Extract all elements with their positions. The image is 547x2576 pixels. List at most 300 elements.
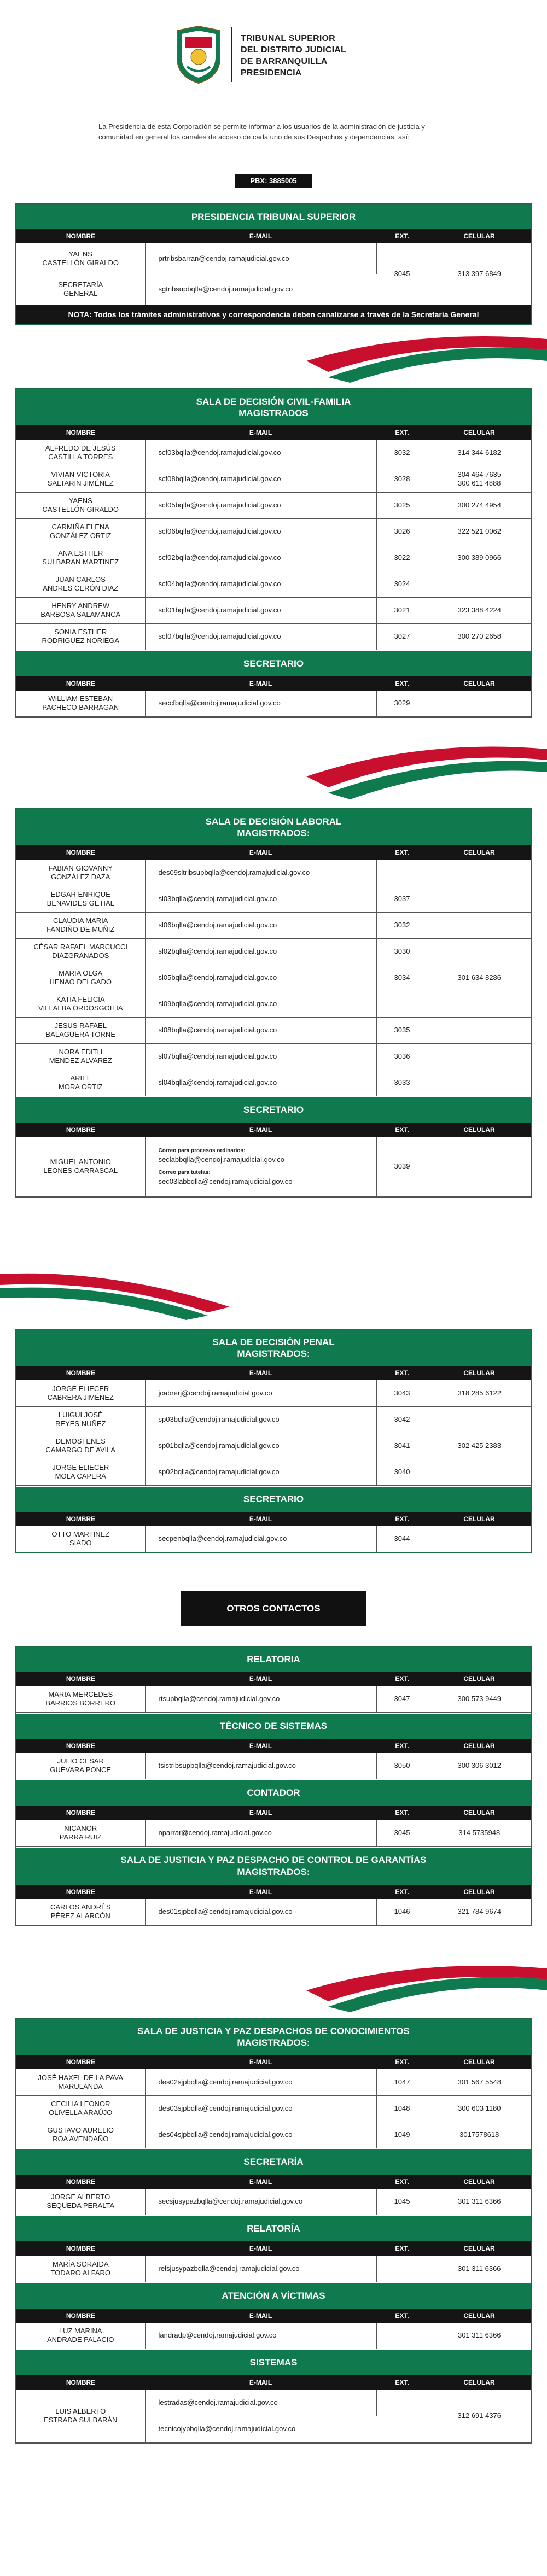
col-email: E-MAIL (145, 1512, 376, 1526)
contact-cel: 300 573 9449 (428, 1686, 531, 1712)
table-header-row (16, 845, 531, 860)
contacts-table (16, 1806, 531, 1847)
table-header-row (16, 2375, 531, 2390)
table-row (16, 860, 531, 886)
contact-email[interactable]: prtribsbarran@cendoj.ramajudicial.gov.co (145, 243, 376, 274)
contact-ext: 3024 (376, 571, 428, 597)
contact-name: LUIGUI JOSÉ REYES NUÑEZ (16, 1406, 145, 1433)
contact-name: ALFREDO DE JESÚS CASTILLA TORRES (16, 440, 145, 466)
contact-name: JORGE ELIECER MOLA CAPERA (16, 1459, 145, 1485)
contact-name: LUZ MARINA ANDRADE PALACIO (16, 2323, 145, 2349)
col-ext: EXT. (376, 1366, 428, 1380)
intro-text: La Presidencia de esta Corporación se permite informar a los usuarios de la administración de justicia y comunidad en general los canales de acceso de cada uno de sus Despachos y dependencias, así: (98, 122, 425, 141)
section-title: PRESIDENCIA TRIBUNAL SUPERIOR (16, 205, 531, 229)
contact-email[interactable]: scf06bqlla@cendoj.ramajudicial.gov.co (145, 518, 376, 545)
col-name: NOMBRE (16, 1739, 145, 1753)
contact-name: CARMIÑA ELENA GONZÁLEZ ORTIZ (16, 518, 145, 545)
contact-ext: 1046 (376, 1899, 428, 1925)
contact-name: NORA EDITH MENDEZ ALVAREZ (16, 1043, 145, 1070)
contact-cel (428, 886, 531, 912)
contact-cel: 300 274 4954 (428, 492, 531, 518)
contact-email[interactable]: tsistribsupbqlla@cendoj.ramajudicial.gov.co (145, 1753, 376, 1779)
contact-name: VIVIAN VICTORIA SALTARIN JIMÉNEZ (16, 466, 145, 492)
subsection-title: SECRETARÍA (16, 2148, 531, 2175)
contact-email[interactable]: scf01bqlla@cendoj.ramajudicial.gov.co (145, 597, 376, 623)
contact-email[interactable]: secpenbqlla@cendoj.ramajudicial.gov.co (145, 1526, 376, 1552)
subsection-title: SISTEMAS (16, 2349, 531, 2375)
contact-name: JORGE ALBERTO SEQUEDA PERALTA (16, 2189, 145, 2215)
contact-ext: 3034 (376, 965, 428, 991)
col-cel: CELULAR (428, 676, 531, 691)
contact-cel: 313 397 6849 (428, 243, 531, 305)
subsection-title: TÉCNICO DE SISTEMAS (16, 1713, 531, 1739)
contact-email[interactable]: scf08bqlla@cendoj.ramajudicial.gov.co (145, 466, 376, 492)
col-ext: EXT. (376, 2055, 428, 2069)
contacts-table (16, 1739, 531, 1780)
table-row (16, 1070, 531, 1096)
table-row (16, 965, 531, 991)
contact-ext: 3035 (376, 1017, 428, 1043)
contact-ext: 3029 (376, 691, 428, 717)
contact-cel (428, 1526, 531, 1552)
contact-email[interactable]: landradp@cendoj.ramajudicial.gov.co (145, 2323, 376, 2349)
section-justicia-paz (15, 2018, 532, 2444)
contact-name: EDGAR ENRIQUE BENAVIDES GETIAL (16, 886, 145, 912)
contact-email[interactable]: lestradas@cendoj.ramajudicial.gov.co (145, 2390, 376, 2416)
section-title: SALA DE DECISIÓN PENAL MAGISTRADOS: (16, 1330, 531, 1366)
contacts-table (16, 1885, 531, 1926)
contact-name: MARÍA SORAIDA TODARO ALFARO (16, 2256, 145, 2282)
table-row (16, 440, 531, 466)
contact-cel: 3017578618 (428, 2122, 531, 2148)
contact-cel (428, 1043, 531, 1070)
contact-email[interactable]: sl02bqlla@cendoj.ramajudicial.gov.co (145, 938, 376, 965)
subsection-title: ATENCIÓN A VÍCTIMAS (16, 2282, 531, 2309)
table-row (16, 1686, 531, 1712)
contact-name: OTTO MARTINEZ SIADO (16, 1526, 145, 1552)
contact-cel (428, 912, 531, 938)
contact-name: CECILIA LEONOR OLIVELLA ARAÚJO (16, 2095, 145, 2122)
contact-email[interactable]: seclabbqlla@cendoj.ramajudicial.gov.co (158, 1155, 284, 1164)
table-header-row (16, 2175, 531, 2189)
contact-cel: 300 306 3012 (428, 1753, 531, 1779)
contacts-table (16, 1123, 531, 1198)
table-row (16, 2122, 531, 2148)
col-ext: EXT. (376, 676, 428, 691)
contacts-table (16, 1366, 531, 1486)
contact-ext: 3042 (376, 1406, 428, 1433)
contact-ext (376, 991, 428, 1017)
contact-name: CÉSAR RAFAEL MARCUCCI DIAZGRANADOS (16, 938, 145, 965)
contact-ext: 3039 (376, 1137, 428, 1197)
col-name: NOMBRE (16, 2375, 145, 2390)
table-header-row (16, 1672, 531, 1686)
col-email: E-MAIL (145, 2309, 376, 2323)
contact-email[interactable]: sp03bqlla@cendoj.ramajudicial.gov.co (145, 1406, 376, 1433)
contact-cel (428, 1070, 531, 1096)
col-email: E-MAIL (145, 845, 376, 860)
email-label: Correo para procesos ordinarios: (158, 1148, 246, 1154)
col-name: NOMBRE (16, 1123, 145, 1137)
contact-ext: 3045 (376, 1820, 428, 1846)
contact-cel: 314 5735948 (428, 1820, 531, 1846)
section-otros (15, 1646, 532, 1926)
table-row (16, 1137, 531, 1197)
contact-name: MARIA MERCEDES BARRIOS BORRERO (16, 1686, 145, 1712)
contact-cel: 302 425 2383 (428, 1433, 531, 1459)
col-ext: EXT. (376, 2309, 428, 2323)
contact-email[interactable]: tecnicojypbqlla@cendoj.ramajudicial.gov.co (145, 2416, 376, 2442)
col-email: E-MAIL (145, 1806, 376, 1820)
col-name: NOMBRE (16, 1366, 145, 1380)
contact-name: JULIO CESAR GUEVARA PONCE (16, 1753, 145, 1779)
table-row (16, 1406, 531, 1433)
table-header-row (16, 1885, 531, 1899)
table-row (16, 623, 531, 650)
table-row (16, 1820, 531, 1846)
contact-cel: 304 464 7635 300 611 4888 (428, 466, 531, 492)
contact-ext: 3032 (376, 440, 428, 466)
contact-name: SONIA ESTHER RODRIGUEZ NORIEGA (16, 623, 145, 650)
col-ext: EXT. (376, 1885, 428, 1899)
col-email: E-MAIL (145, 1739, 376, 1753)
contact-name: DEMOSTENES CAMARGO DE AVILA (16, 1433, 145, 1459)
header-separator (231, 27, 232, 82)
contact-email[interactable]: sec03labbqlla@cendoj.ramajudicial.gov.co (158, 1177, 293, 1186)
col-email: E-MAIL (145, 676, 376, 691)
contact-name: JUAN CARLOS ANDRES CERÓN DIAZ (16, 571, 145, 597)
col-cel: CELULAR (428, 1123, 531, 1137)
contact-ext: 3030 (376, 938, 428, 965)
contact-cel (428, 1459, 531, 1485)
contact-name: WILLIAM ESTEBAN PACHECO BARRAGAN (16, 691, 145, 717)
contact-ext: 1048 (376, 2095, 428, 2122)
col-cel: CELULAR (428, 2375, 531, 2390)
contact-email[interactable]: jcabrerj@cendoj.ramajudicial.gov.co (145, 1380, 376, 1406)
contact-name: GUSTAVO AURELIO ROA AVENDAÑO (16, 2122, 145, 2148)
contact-email[interactable]: sl04bqlla@cendoj.ramajudicial.gov.co (145, 1070, 376, 1096)
contact-email[interactable]: relsjusypazbqlla@cendoj.ramajudicial.gov.co (145, 2256, 376, 2282)
contact-name: FABIAN GIOVANNY GONZÁLEZ DAZA (16, 860, 145, 886)
col-name: NOMBRE (16, 425, 145, 440)
contact-email[interactable]: nparrar@cendoj.ramajudicial.gov.co (145, 1820, 376, 1846)
contact-cel (428, 1017, 531, 1043)
contact-cel: 301 311 6366 (428, 2256, 531, 2282)
table-row (16, 1753, 531, 1779)
decorative-swoosh-icon (0, 328, 547, 388)
contact-email[interactable]: sl06bqlla@cendoj.ramajudicial.gov.co (145, 912, 376, 938)
contacts-table (16, 229, 531, 305)
section-title: RELATORIA (16, 1647, 531, 1672)
table-row (16, 2390, 531, 2416)
col-email: E-MAIL (145, 2055, 376, 2069)
contacts-table (16, 425, 531, 650)
col-cel: CELULAR (428, 845, 531, 860)
section-title: SALA DE DECISIÓN CIVIL-FAMILIA MAGISTRADOS (16, 389, 531, 425)
contact-ext: 3025 (376, 492, 428, 518)
contact-cel: 322 521 0062 (428, 518, 531, 545)
col-cel: CELULAR (428, 1885, 531, 1899)
contacts-table (16, 845, 531, 1096)
contact-email[interactable]: sp01bqlla@cendoj.ramajudicial.gov.co (145, 1433, 376, 1459)
contact-cel (428, 860, 531, 886)
contact-name: HENRY ANDREW BARBOSA SALAMANCA (16, 597, 145, 623)
section-civil-familia (15, 388, 532, 718)
col-ext: EXT. (376, 2241, 428, 2256)
table-header-row (16, 1512, 531, 1526)
contact-cel: 301 634 8286 (428, 965, 531, 991)
contacts-table (16, 2055, 531, 2148)
contact-email[interactable]: scf03bqlla@cendoj.ramajudicial.gov.co (145, 440, 376, 466)
contact-ext (376, 2323, 428, 2349)
table-header-row (16, 229, 531, 243)
col-email: E-MAIL (145, 229, 376, 243)
table-row (16, 912, 531, 938)
contact-cel: 323 388 4224 (428, 597, 531, 623)
col-ext: EXT. (376, 1672, 428, 1686)
contact-email[interactable]: des04sjpbqlla@cendoj.ramajudicial.gov.co (145, 2122, 376, 2148)
contact-name: ARIEL MORA ORTIZ (16, 1070, 145, 1096)
table-row (16, 2069, 531, 2095)
contact-ext (376, 860, 428, 886)
col-ext: EXT. (376, 845, 428, 860)
contact-ext: 3028 (376, 466, 428, 492)
contact-name: MIGUEL ANTONIO LEONES CARRASCAL (16, 1137, 145, 1197)
col-name: NOMBRE (16, 2241, 145, 2256)
header-title (241, 33, 346, 79)
contact-ext: 3026 (376, 518, 428, 545)
contact-cel (428, 571, 531, 597)
contact-cel: 301 311 6366 (428, 2189, 531, 2215)
col-ext: EXT. (376, 2175, 428, 2189)
table-row (16, 1459, 531, 1485)
table-header-row (16, 1739, 531, 1753)
contact-name: NICANOR PARRA RUIZ (16, 1820, 145, 1846)
contact-email[interactable]: sl07bqlla@cendoj.ramajudicial.gov.co (145, 1043, 376, 1070)
section-laboral (15, 808, 532, 1198)
section-title: SALA DE DECISIÓN LABORAL MAGISTRADOS: (16, 809, 531, 845)
page-header (0, 0, 547, 87)
contact-ext: 1047 (376, 2069, 428, 2095)
col-ext: EXT. (376, 229, 428, 243)
table-row (16, 886, 531, 912)
col-name: NOMBRE (16, 676, 145, 691)
table-row (16, 2189, 531, 2215)
contact-cel: 321 784 9674 (428, 1899, 531, 1925)
contact-email[interactable]: secsjusypazbqlla@cendoj.ramajudicial.gov.co (145, 2189, 376, 2215)
col-name: NOMBRE (16, 1806, 145, 1820)
contact-email[interactable]: scf04bqlla@cendoj.ramajudicial.gov.co (145, 571, 376, 597)
contact-ext: 1049 (376, 2122, 428, 2148)
contact-name: JORGE ELIECER CABRERA JIMÉNEZ (16, 1380, 145, 1406)
contacts-table (16, 2241, 531, 2282)
section-penal (15, 1329, 532, 1553)
table-row (16, 1043, 531, 1070)
contacts-table (16, 1512, 531, 1553)
contact-ext: 3045 (376, 243, 428, 305)
header-title-line: DEL DISTRITO JUDICIAL (241, 45, 346, 55)
col-cel: CELULAR (428, 425, 531, 440)
contact-cel (428, 1406, 531, 1433)
contact-ext: 3036 (376, 1043, 428, 1070)
table-header-row (16, 1806, 531, 1820)
section-presidencia (15, 203, 532, 325)
col-name: NOMBRE (16, 2175, 145, 2189)
contact-name: MARIA OLGA HENAO DELGADO (16, 965, 145, 991)
col-name: NOMBRE (16, 1885, 145, 1899)
table-header-row (16, 1123, 531, 1137)
contact-cel: 301 311 6366 (428, 2323, 531, 2349)
contact-ext: 3027 (376, 623, 428, 650)
table-header-row (16, 2241, 531, 2256)
col-cel: CELULAR (428, 1512, 531, 1526)
contact-ext: 3033 (376, 1070, 428, 1096)
table-header-row (16, 425, 531, 440)
contact-email[interactable]: scf02bqlla@cendoj.ramajudicial.gov.co (145, 545, 376, 571)
header-title-line: DE BARRANQUILLA (241, 57, 328, 66)
contact-ext: 3050 (376, 1753, 428, 1779)
contact-ext: 1045 (376, 2189, 428, 2215)
contact-cel: 301 567 5548 (428, 2069, 531, 2095)
table-header-row (16, 2055, 531, 2069)
table-row (16, 597, 531, 623)
col-cel: CELULAR (428, 2175, 531, 2189)
contact-cel: 312 691 4376 (428, 2390, 531, 2442)
table-row (16, 938, 531, 965)
contact-email[interactable]: sgtribsupbqlla@cendoj.ramajudicial.gov.co (145, 274, 376, 305)
col-ext: EXT. (376, 1739, 428, 1753)
header-title-line: PRESIDENCIA (241, 68, 302, 78)
table-row (16, 2323, 531, 2349)
table-row (16, 518, 531, 545)
col-name: NOMBRE (16, 2055, 145, 2069)
col-email: E-MAIL (145, 2241, 376, 2256)
contact-name: YAENS CASTELLÓN GIRALDO (16, 243, 145, 274)
contacts-table (16, 676, 531, 717)
col-email: E-MAIL (145, 1123, 376, 1137)
contact-email[interactable]: sl03bqlla@cendoj.ramajudicial.gov.co (145, 886, 376, 912)
table-row (16, 571, 531, 597)
col-email: E-MAIL (145, 2375, 376, 2390)
col-name: NOMBRE (16, 229, 145, 243)
contact-email[interactable]: rtsupbqlla@cendoj.ramajudicial.gov.co (145, 1686, 376, 1712)
contact-name: ANA ESTHER SULBARAN MARTINEZ (16, 545, 145, 571)
contact-email[interactable]: des02sjpbqlla@cendoj.ramajudicial.gov.co (145, 2069, 376, 2095)
table-row (16, 466, 531, 492)
col-ext: EXT. (376, 2375, 428, 2390)
col-name: NOMBRE (16, 1512, 145, 1526)
section-title: SALA DE JUSTICIA Y PAZ DESPACHOS DE CONOCIMIENTOS MAGISTRADOS: (16, 2019, 531, 2055)
decorative-swoosh-icon (0, 738, 547, 804)
subsection-title: SECRETARIO (16, 1486, 531, 1512)
contacts-table (16, 2375, 531, 2443)
contact-cel (428, 938, 531, 965)
contact-ext: 3047 (376, 1686, 428, 1712)
contact-email[interactable]: des03sjpbqlla@cendoj.ramajudicial.gov.co (145, 2095, 376, 2122)
table-row (16, 2256, 531, 2282)
contact-ext: 3044 (376, 1526, 428, 1552)
contact-email[interactable]: des01sjpbqlla@cendoj.ramajudicial.gov.co (145, 1899, 376, 1925)
col-name: NOMBRE (16, 1672, 145, 1686)
subsection-title: SECRETARIO (16, 650, 531, 676)
table-header-row (16, 1366, 531, 1380)
contact-ext (376, 2390, 428, 2442)
table-row (16, 691, 531, 717)
contact-name: CARLOS ANDRÉS PÉREZ ALARCÓN (16, 1899, 145, 1925)
tribunal-seal-icon (174, 24, 223, 85)
contact-name: JOSÉ HAXEL DE LA PAVA MARULANDA (16, 2069, 145, 2095)
contact-cel: 300 270 2658 (428, 623, 531, 650)
col-email: E-MAIL (145, 425, 376, 440)
contacts-table (16, 2309, 531, 2350)
contact-email[interactable]: sl05bqlla@cendoj.ramajudicial.gov.co (145, 965, 376, 991)
table-row (16, 492, 531, 518)
table-row (16, 243, 531, 274)
table-row (16, 1380, 531, 1406)
table-row (16, 991, 531, 1017)
contact-email[interactable]: des09sltribsupbqlla@cendoj.ramajudicial.gov.co (145, 860, 376, 886)
contact-email[interactable]: scf07bqlla@cendoj.ramajudicial.gov.co (145, 623, 376, 650)
contact-name: JESUS RAFAEL BALAGUERA TORNE (16, 1017, 145, 1043)
col-ext: EXT. (376, 1806, 428, 1820)
col-cel: CELULAR (428, 1739, 531, 1753)
contact-email-group (145, 1137, 376, 1197)
col-email: E-MAIL (145, 1366, 376, 1380)
contact-name: YAENS CASTELLÓN GIRALDO (16, 492, 145, 518)
contact-email[interactable]: scf05bqlla@cendoj.ramajudicial.gov.co (145, 492, 376, 518)
table-row (16, 545, 531, 571)
contact-ext: 3037 (376, 886, 428, 912)
contact-name: SECRETARÍA GENERAL (16, 274, 145, 305)
contact-email[interactable]: sp02bqlla@cendoj.ramajudicial.gov.co (145, 1459, 376, 1485)
table-row (16, 2095, 531, 2122)
table-row (16, 1899, 531, 1925)
col-cel: CELULAR (428, 2309, 531, 2323)
table-header-row (16, 2309, 531, 2323)
contacts-table (16, 1672, 531, 1713)
col-ext: EXT. (376, 425, 428, 440)
contact-cel (428, 691, 531, 717)
contact-cel: 300 389 0966 (428, 545, 531, 571)
col-email: E-MAIL (145, 1672, 376, 1686)
table-row (16, 1017, 531, 1043)
contact-ext: 3043 (376, 1380, 428, 1406)
contact-email[interactable]: seccfbqlla@cendoj.ramajudicial.gov.co (145, 691, 376, 717)
contact-ext: 3040 (376, 1459, 428, 1485)
col-ext: EXT. (376, 1512, 428, 1526)
col-cel: CELULAR (428, 1806, 531, 1820)
contact-ext: 3021 (376, 597, 428, 623)
contact-name: LUIS ALBERTO ESTRADA SULBARÁN (16, 2390, 145, 2442)
contact-email[interactable]: sl08bqlla@cendoj.ramajudicial.gov.co (145, 1017, 376, 1043)
table-row (16, 1433, 531, 1459)
pbx-badge: PBX: 3885005 (235, 174, 312, 188)
header-title-line: TRIBUNAL SUPERIOR (241, 34, 335, 43)
decorative-swoosh-icon (0, 1263, 547, 1323)
col-cel: CELULAR (428, 229, 531, 243)
col-cel: CELULAR (428, 1672, 531, 1686)
contact-email[interactable]: sl09bqlla@cendoj.ramajudicial.gov.co (145, 991, 376, 1017)
subsection-title: SECRETARIO (16, 1096, 531, 1123)
col-ext: EXT. (376, 1123, 428, 1137)
email-label: Correo para tutelas: (158, 1170, 211, 1176)
contact-ext: 3032 (376, 912, 428, 938)
col-email: E-MAIL (145, 1885, 376, 1899)
note-text: NOTA: Todos los trámites administrativos y correspondencia deben canalizarse a través de la Secretaría General (16, 305, 531, 324)
contact-ext: 3041 (376, 1433, 428, 1459)
table-header-row (16, 676, 531, 691)
col-cel: CELULAR (428, 1366, 531, 1380)
